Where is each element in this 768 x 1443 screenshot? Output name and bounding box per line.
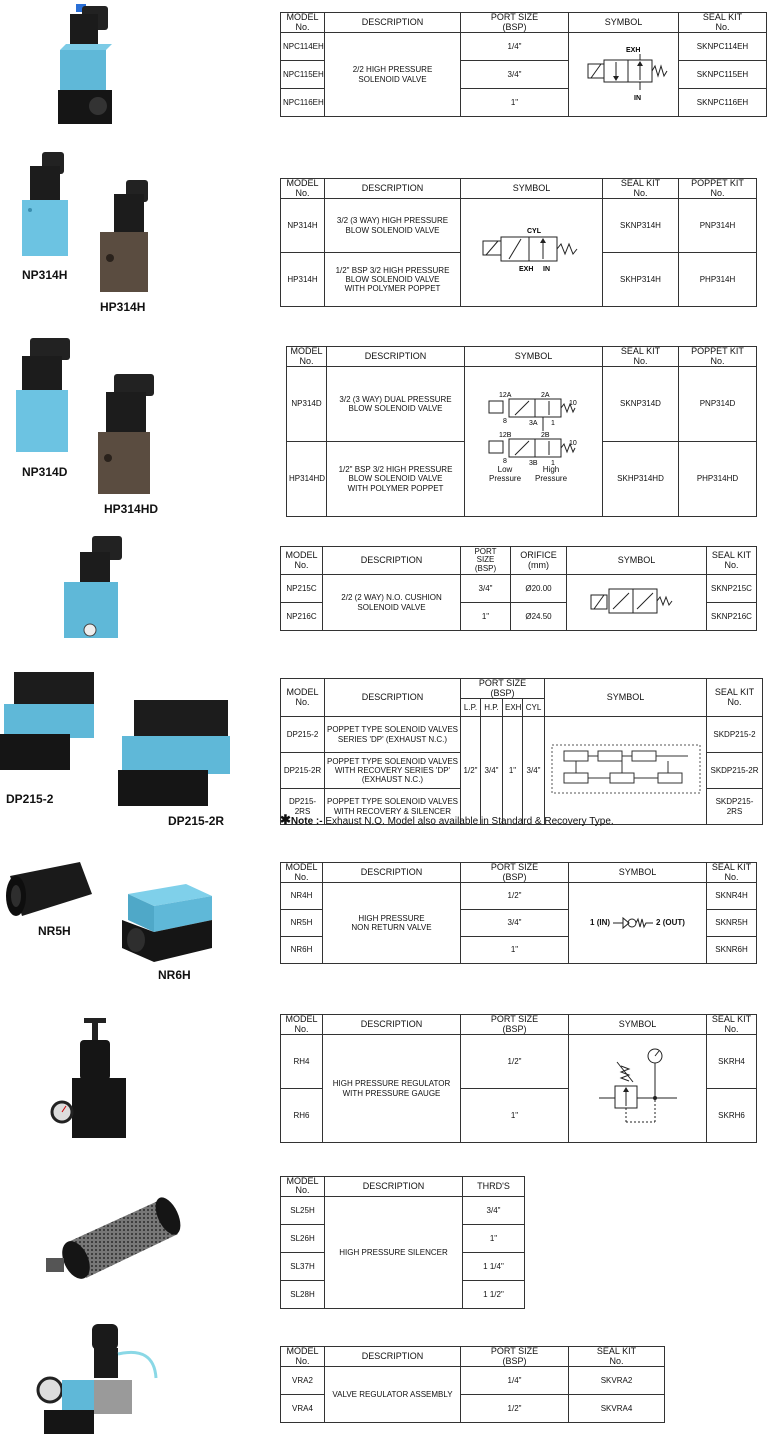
product-photo-npc114eh	[52, 2, 120, 126]
check-valve-icon	[613, 916, 653, 930]
cell-seal-kit: SKDP215-2	[707, 717, 763, 753]
col-port-size: PORT SIZE (BSP)	[461, 863, 569, 883]
cell-port: 1/2"	[461, 1395, 569, 1423]
spec-table-sl25h	[280, 1176, 525, 1309]
cell-seal-kit: SKVRA4	[569, 1395, 665, 1423]
cell-description: POPPET TYPE SOLENOID VALVES WITH RECOVERY & SILENCER	[325, 789, 461, 825]
label-hp314hd: HP314HD	[104, 502, 159, 516]
sym-3a: 3A	[528, 420, 538, 428]
col-hp: H.P.	[481, 699, 503, 717]
col-lp: L.P.	[461, 699, 481, 717]
valve-2-2-symbol-icon	[574, 38, 674, 108]
col-port-size: PORT SIZE (BSP)	[461, 1015, 569, 1035]
cell-symbol	[461, 199, 603, 307]
product-photo-dp215-2r	[116, 694, 236, 810]
sym-low-pressure: Low Pressure	[488, 465, 521, 484]
cell-description: 2/2 HIGH PRESSURE SOLENOID VALVE	[325, 33, 461, 117]
col-cyl: CYL	[523, 699, 545, 717]
spec-table-np314h	[280, 178, 757, 307]
col-description: DESCRIPTION	[325, 13, 461, 33]
cell-port: 1/4"	[461, 1367, 569, 1395]
cell-description: POPPET TYPE SOLENOID VALVES SERIES 'DP' (EXHAUST N.C.)	[325, 717, 461, 753]
col-seal-kit: SEAL KIT No.	[707, 863, 757, 883]
col-model: MODEL No.	[281, 179, 325, 199]
cell-model: HP314H	[281, 253, 325, 307]
sym-2b: 2B	[540, 432, 550, 440]
cell-model: DP215-2RS	[281, 789, 325, 825]
col-seal-kit: SEAL KIT No.	[707, 547, 757, 575]
col-description: DESCRIPTION	[325, 1177, 463, 1197]
cell-port-cyl: 3/4"	[523, 717, 545, 825]
cushion-valve-symbol-icon	[587, 581, 687, 621]
col-seal-kit: SEAL KIT No.	[603, 347, 679, 367]
regulator-gauge-symbol-icon	[593, 1042, 683, 1132]
cell-orifice: Ø20.00	[511, 575, 567, 603]
cell-description: POPPET TYPE SOLENOID VALVES WITH RECOVERY SERIES 'DP' (EXHAUST N.C.)	[325, 753, 461, 789]
sym-12b: 12B	[498, 432, 511, 440]
label-hp314h: HP314H	[100, 300, 146, 314]
star-icon: ✱	[280, 812, 291, 827]
col-model: MODEL No.	[281, 1015, 323, 1035]
cell-thread: 3/4"	[463, 1196, 525, 1224]
spec-table-nr4h	[280, 862, 757, 964]
col-port-size: PORT SIZE (BSP)	[461, 547, 511, 575]
label-nr5h: NR5H	[38, 924, 71, 938]
col-symbol: SYMBOL	[569, 13, 679, 33]
col-seal-kit: SEAL KIT No.	[679, 13, 767, 33]
product-photo-vra2	[34, 1320, 164, 1438]
cell-port: 1"	[461, 937, 569, 964]
cell-description: HIGH PRESSURE NON RETURN VALVE	[323, 883, 461, 964]
cell-model: NR6H	[281, 937, 323, 964]
label-np314d: NP314D	[22, 465, 68, 479]
product-photo-nr6h	[116, 884, 216, 966]
col-description: DESCRIPTION	[323, 863, 461, 883]
cell-symbol	[569, 1035, 707, 1143]
sym-in: IN	[542, 266, 550, 274]
cell-seal-kit: SKNR5H	[707, 910, 757, 937]
cell-description: 1/2" BSP 3/2 HIGH PRESSURE BLOW SOLENOID VALVE WITH POLYMER POPPET	[325, 253, 461, 307]
col-model: MODEL No.	[281, 1347, 325, 1367]
cell-model: SL26H	[281, 1224, 325, 1252]
sym-12a: 12A	[498, 392, 511, 400]
cell-model: NR5H	[281, 910, 323, 937]
col-description: DESCRIPTION	[325, 1347, 461, 1367]
note-key: Note :-	[290, 816, 323, 827]
sym-8b: 8	[502, 458, 507, 466]
cell-seal-kit: SKNP314H	[603, 199, 679, 253]
cell-thread: 1"	[463, 1224, 525, 1252]
col-symbol: SYMBOL	[569, 863, 707, 883]
cell-model: NP314H	[281, 199, 325, 253]
col-threads: THRD'S	[463, 1177, 525, 1197]
col-description: DESCRIPTION	[323, 547, 461, 575]
sym-exh: EXH	[625, 47, 640, 55]
sym-1a: 1	[550, 420, 555, 428]
col-seal-kit: SEAL KIT No.	[707, 679, 763, 717]
sym-3b: 3B	[528, 460, 538, 468]
cell-seal-kit: SKNPC116EH	[679, 89, 767, 117]
cell-seal-kit: SKNR6H	[707, 937, 757, 964]
col-model: MODEL No.	[281, 1177, 325, 1197]
cell-model: NPC114EH	[281, 33, 325, 61]
cell-poppet-kit: PHP314HD	[679, 442, 757, 517]
col-description: DESCRIPTION	[325, 679, 461, 717]
col-symbol: SYMBOL	[567, 547, 707, 575]
valve-3-2-symbol-icon	[467, 221, 597, 281]
cell-seal-kit: SKNPC114EH	[679, 33, 767, 61]
col-seal-kit: SEAL KIT No.	[603, 179, 679, 199]
cell-model: NPC116EH	[281, 89, 325, 117]
cell-port-lp: 1/2"	[461, 717, 481, 825]
cell-seal-kit: SKNPC115EH	[679, 61, 767, 89]
product-photo-np314h	[16, 150, 76, 260]
product-photo-dp215-2	[0, 664, 100, 774]
cell-port: 1"	[461, 89, 569, 117]
sym-cyl: CYL	[526, 228, 541, 236]
cell-orifice: Ø24.50	[511, 603, 567, 631]
sym-out-port: 2 (OUT)	[656, 918, 685, 928]
cell-poppet-kit: PNP314H	[679, 199, 757, 253]
cell-model: DP215-2R	[281, 753, 325, 789]
spec-table-vra2	[280, 1346, 665, 1423]
cell-port: 1/2"	[461, 883, 569, 910]
cell-port: 1/2"	[461, 1035, 569, 1089]
cell-model: NR4H	[281, 883, 323, 910]
col-model: MODEL No.	[281, 13, 325, 33]
cell-port: 1"	[461, 1089, 569, 1143]
cell-seal-kit: SKHP314H	[603, 253, 679, 307]
label-dp215-2r: DP215-2R	[168, 814, 225, 828]
note-exhaust	[280, 812, 614, 828]
col-port-size: PORT SIZE (BSP)	[461, 13, 569, 33]
product-photo-hp314hd	[96, 372, 160, 498]
cell-symbol	[567, 575, 707, 631]
col-description: DESCRIPTION	[325, 179, 461, 199]
cell-symbol	[465, 367, 603, 517]
cell-model: NPC115EH	[281, 61, 325, 89]
cell-seal-kit: SKNR4H	[707, 883, 757, 910]
col-seal-kit: SEAL KIT No.	[569, 1347, 665, 1367]
product-photo-nr5h	[2, 858, 94, 924]
col-model: MODEL No.	[281, 547, 323, 575]
cell-description: 3/2 (3 WAY) HIGH PRESSURE BLOW SOLENOID VALVE	[325, 199, 461, 253]
cell-port: 1"	[461, 603, 511, 631]
cell-seal-kit: SKHP314HD	[603, 442, 679, 517]
cell-model: SL28H	[281, 1280, 325, 1308]
spec-table-rh4	[280, 1014, 757, 1143]
cell-symbol	[569, 883, 707, 964]
cell-thread: 1 1/2"	[463, 1280, 525, 1308]
col-poppet-kit: POPPET KIT No.	[679, 347, 757, 367]
label-dp215-2: DP215-2	[6, 792, 54, 806]
sym-1b: 1	[550, 460, 555, 468]
col-symbol: SYMBOL	[465, 347, 603, 367]
label-nr6h: NR6H	[158, 968, 191, 982]
sym-10a: 10	[568, 400, 577, 408]
cell-poppet-kit: PHP314H	[679, 253, 757, 307]
sym-exh: EXH	[518, 266, 533, 274]
cell-model: NP216C	[281, 603, 323, 631]
cell-port-exh: 1"	[503, 717, 523, 825]
col-poppet-kit: POPPET KIT No.	[679, 179, 757, 199]
spec-table-np314d	[286, 346, 757, 517]
cell-model: NP215C	[281, 575, 323, 603]
cell-port: 1/4"	[461, 33, 569, 61]
col-symbol: SYMBOL	[569, 1015, 707, 1035]
cell-port: 3/4"	[461, 910, 569, 937]
sym-in: IN	[633, 95, 641, 103]
label-np314h: NP314H	[22, 268, 68, 282]
col-port-size: PORT SIZE (BSP)	[461, 679, 545, 699]
cell-model: HP314HD	[287, 442, 327, 517]
sym-8a: 8	[502, 418, 507, 426]
cell-model: RH4	[281, 1035, 323, 1089]
cell-seal-kit: SKDP215-2R	[707, 753, 763, 789]
col-model: MODEL No.	[287, 347, 327, 367]
col-seal-kit: SEAL KIT No.	[707, 1015, 757, 1035]
cell-seal-kit: SKNP216C	[707, 603, 757, 631]
cell-description: 1/2" BSP 3/2 HIGH PRESSURE BLOW SOLENOID VALVE WITH POLYMER POPPET	[327, 442, 465, 517]
cell-description: 2/2 (2 WAY) N.O. CUSHION SOLENOID VALVE	[323, 575, 461, 631]
spec-table-dp215	[280, 678, 763, 825]
cell-model: NP314D	[287, 367, 327, 442]
cell-model: RH6	[281, 1089, 323, 1143]
dual-valve-symbol-icon	[469, 385, 599, 495]
col-description: DESCRIPTION	[323, 1015, 461, 1035]
cell-seal-kit: SKNP215C	[707, 575, 757, 603]
cell-port: 3/4"	[461, 575, 511, 603]
cell-seal-kit: SKVRA2	[569, 1367, 665, 1395]
col-description: DESCRIPTION	[327, 347, 465, 367]
cell-model: VRA4	[281, 1395, 325, 1423]
cell-seal-kit: SKRH6	[707, 1089, 757, 1143]
sym-high-pressure: High Pressure	[534, 465, 567, 484]
cell-poppet-kit: PNP314D	[679, 367, 757, 442]
sym-2a: 2A	[540, 392, 550, 400]
note-text: Exhaust N.O. Model also available in Standard & Recovery Type.	[322, 816, 614, 827]
cell-seal-kit: SKRH4	[707, 1035, 757, 1089]
cell-model: VRA2	[281, 1367, 325, 1395]
cell-seal-kit: SKDP215-2RS	[707, 789, 763, 825]
cell-model: SL25H	[281, 1196, 325, 1224]
col-port-size: PORT SIZE (BSP)	[461, 1347, 569, 1367]
product-photo-rh4	[50, 1016, 132, 1142]
col-symbol: SYMBOL	[461, 179, 603, 199]
product-photo-np314d	[12, 336, 76, 456]
col-exh: EXH	[503, 699, 523, 717]
spec-table-np215c	[280, 546, 757, 631]
col-model: MODEL No.	[281, 863, 323, 883]
sym-10b: 10	[568, 440, 577, 448]
cell-symbol	[569, 33, 679, 117]
cell-symbol	[545, 717, 707, 825]
cell-port-hp: 3/4"	[481, 717, 503, 825]
cell-description: 3/2 (3 WAY) DUAL PRESSURE BLOW SOLENOID VALVE	[327, 367, 465, 442]
cell-thread: 1 1/4"	[463, 1252, 525, 1280]
product-photo-sl25h	[42, 1192, 184, 1284]
col-orifice: ORIFICE (mm)	[511, 547, 567, 575]
sym-in-port: 1 (IN)	[590, 918, 611, 928]
product-photo-hp314h	[96, 178, 156, 296]
cell-port: 3/4"	[461, 61, 569, 89]
poppet-circuit-symbol-icon	[548, 739, 704, 799]
col-model: MODEL No.	[281, 679, 325, 717]
cell-description: VALVE REGULATOR ASSEMBLY	[325, 1367, 461, 1423]
cell-description: HIGH PRESSURE SILENCER	[325, 1196, 463, 1308]
product-photo-np215c	[58, 534, 130, 642]
cell-seal-kit: SKNP314D	[603, 367, 679, 442]
col-symbol: SYMBOL	[545, 679, 707, 717]
cell-model: SL37H	[281, 1252, 325, 1280]
cell-model: DP215-2	[281, 717, 325, 753]
cell-description: HIGH PRESSURE REGULATOR WITH PRESSURE GAUGE	[323, 1035, 461, 1143]
spec-table-npc114eh	[280, 12, 767, 117]
